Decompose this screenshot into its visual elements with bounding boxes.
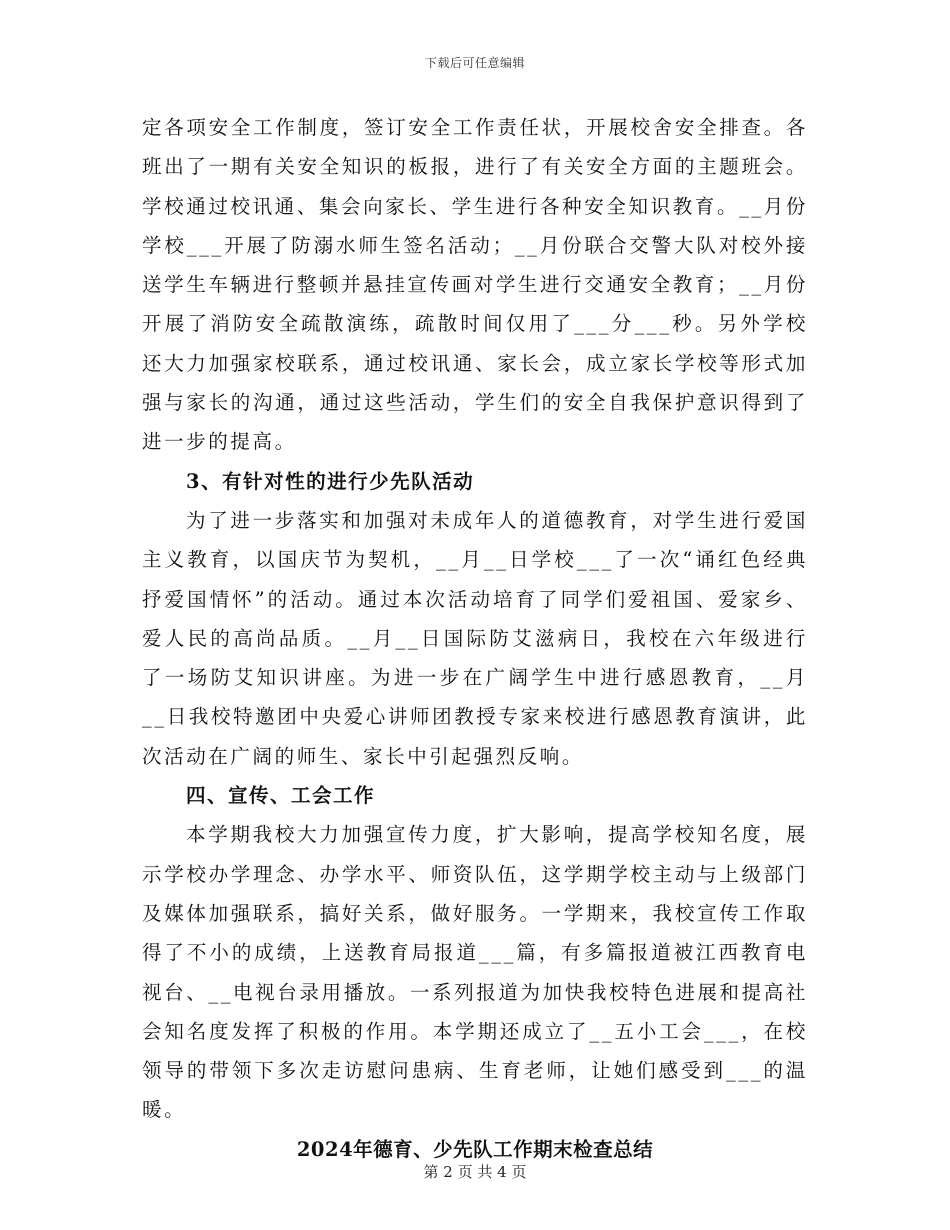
paragraph-pioneer-activities: 为了进一步落实和加强对未成年人的道德教育，对学生进行爱国主义教育，以国庆节为契机，__月__日学校___了一次“诵红色经典抒爱国情怀”的活动。通过本次活动培育了同学们爱祖国、爱家乡、爱人民的高尚品质。__月__日国际防艾滋病日，我校在六年级进行了一场防艾知识讲座。为进一步在广阔学生中进行感恩教育，__月__日我校特邀团中央爱心讲师团教授专家来校进行感恩教育演讲，此次活动在广阔的师生、家长中引起强烈反响。: [142, 508, 808, 768]
paragraph-safety: 定各项安全工作制度，签订安全工作责任状，开展校舍安全排查。各班出了一期有关安全知识的板报，进行了有关安全方面的主题班会。学校通过校讯通、集会向家长、学生进行各种安全知识教育。__月份学校___开展了防溺水师生签名活动；__月份联合交警大队对校外接送学生车辆进行整顿并悬挂宣传画对学生进行交通安全教育；__月份开展了消防安全疏散演练，疏散时间仅用了___分___秒。另外学校还大力加强家校联系，通过校讯通、家长会，成立家长学校等形式加强与家长的沟通，通过这些活动，学生们的安全自我保护意识得到了进一步的提高。: [142, 116, 808, 454]
section-heading-pioneer-activities: 3、有针对性的进行少先队活动: [186, 469, 475, 493]
page-header: 下载后可任意编辑: [424, 56, 525, 70]
section-heading-publicity-union: 四、宣传、工会工作: [186, 784, 376, 808]
document-body: [142, 108, 808, 1169]
page-number: 第 2 页 共 4 页: [423, 1163, 527, 1181]
document-title: 2024年德育、少先队工作期末检查总结: [296, 1137, 654, 1161]
paragraph-publicity-union: 本学期我校大力加强宣传力度，扩大影响，提高学校知名度，展示学校办学理念、办学水平、师资队伍，这学期学校主动与上级部门及媒体加强联系，搞好关系，做好服务。一学期来，我校宣传工作取得了不小的成绩，上送教育局报道___篇，有多篇报道被江西教育电视台、__电视台录用播放。一系列报道为加快我校特色进展和提高社会知名度发挥了积极的作用。本学期还成立了__五小工会___，在校领导的带领下多次走访慰问患病、生育老师，让她们感受到___的温暖。: [142, 823, 808, 1122]
